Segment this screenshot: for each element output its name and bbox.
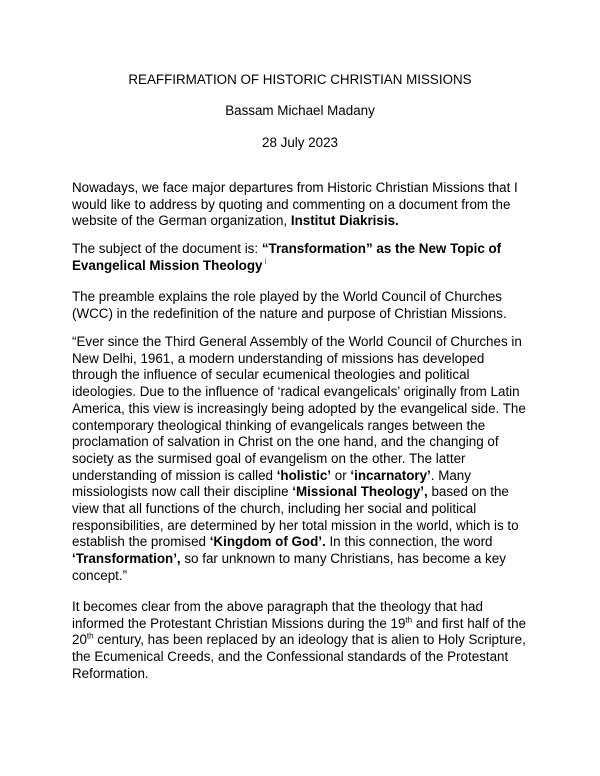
quote-text: based on the view that all functions of the church, including her social and political responsibilities, are determined by her total mission in the world, which is to establish the promised <box>72 484 519 550</box>
conclusion-text: century, has been replaced by an ideology that is alien to Holy Scripture, the Ecumenical Creeds, and the Confessional standards of the Protestant Reformation. <box>72 632 526 681</box>
subject-paragraph <box>72 241 530 274</box>
conclusion-paragraph <box>72 599 530 683</box>
quote-text: so far unknown to many Christians, has become a key concept.” <box>72 551 506 583</box>
intro-text: Nowadays, we face major departures from Historic Christian Missions that I would like to address by quoting and commenting on a document from the website of the German organization, <box>72 180 518 229</box>
preamble-paragraph: The preamble explains the role played by the World Council of Churches (WCC) in the redefinition of the nature and purpose of Christian Missions. <box>72 289 507 321</box>
ordinal-suffix: th <box>405 615 413 625</box>
quote-term-transformation: ‘Transformation’, <box>72 551 181 567</box>
conclusion-text: It becomes clear from the above paragraph that the theology that had informed the Protestant Christian Missions during the 19 <box>72 599 483 631</box>
quote-term-kingdom-of-god: ‘Kingdom of God’. <box>209 534 326 550</box>
quote-term-holistic: ‘holistic’ <box>276 467 332 483</box>
document-date: 28 July 2023 <box>262 135 338 150</box>
endnote-marker[interactable]: i <box>264 256 267 267</box>
quote-text: or <box>331 467 351 483</box>
organization-name: Institut Diakrisis. <box>290 213 399 229</box>
ordinal-suffix: th <box>86 631 94 641</box>
author-name: Bassam Michael Madany <box>225 103 375 118</box>
quote-text: In this connection, the word <box>325 534 493 550</box>
quote-term-incarnatory: ‘incarnatory’ <box>350 467 431 483</box>
conclusion-text: and first half of the 20 <box>72 615 527 648</box>
quote-text: “Ever since the Third General Assembly of the World Council of Churches in New Delhi, 1961, a modern understanding of missions has developed through the influence of secular ecumenical theologies and political ideologies. Due to the influence of ‘radical evangelicals’ originally from Latin America, this view is increasingly being adopted by the evangelical side. The contemporary theological thinking of evangelicals ranges between the proclamation of salvation in Christ on the one hand, and the changing of society as the surmised goal of evangelism on the other. The latter understanding of mission is called <box>72 334 526 483</box>
document-title: REAFFIRMATION OF HISTORIC CHRISTIAN MISSIONS <box>128 72 472 87</box>
quote-term-missional-theology: ‘Missional Theology’, <box>292 484 428 500</box>
quote-paragraph <box>72 334 530 585</box>
quote-text: . Many missiologists now call their discipline <box>72 467 471 500</box>
subject-topic: “Transformation” as the New Topic of Evangelical Mission Theology <box>72 241 502 273</box>
subject-lead: The subject of the document is: <box>72 241 262 256</box>
intro-paragraph <box>72 180 530 230</box>
